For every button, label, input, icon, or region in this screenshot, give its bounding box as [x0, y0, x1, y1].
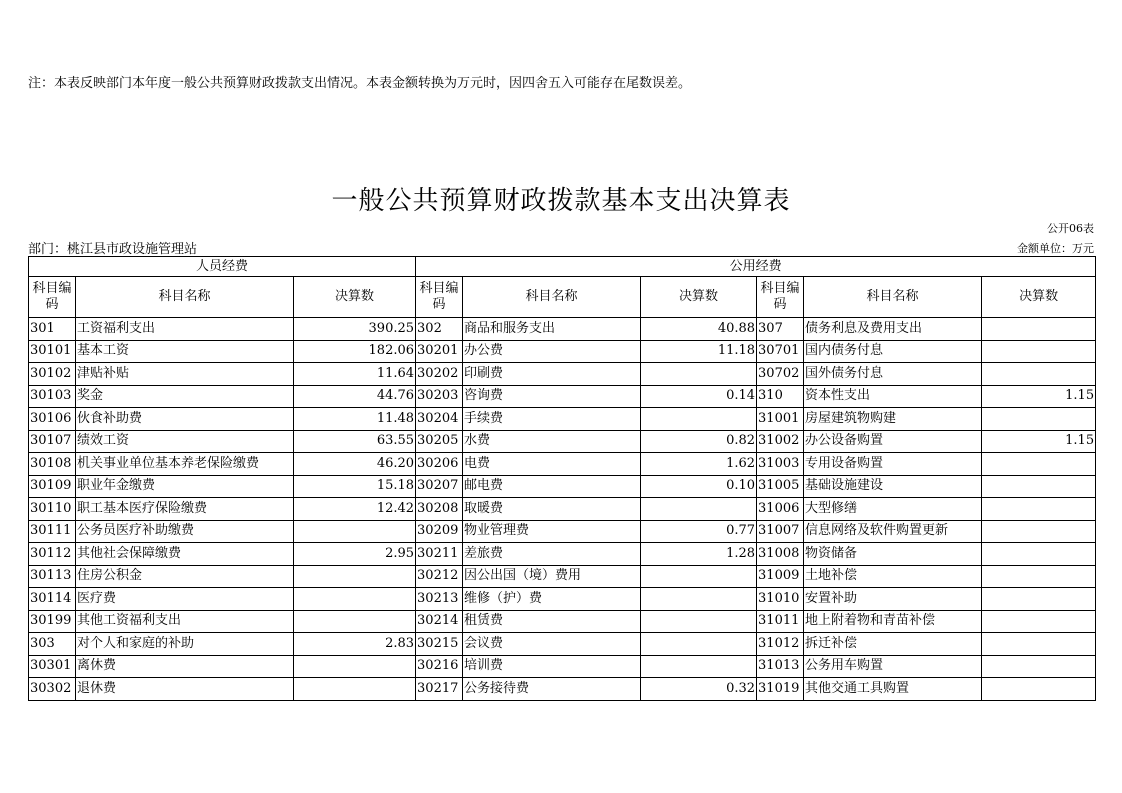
public-name-cell: 水费 — [463, 430, 641, 453]
personnel-amount-cell — [294, 655, 416, 678]
capital-amount-cell — [982, 588, 1096, 611]
personnel-code-cell: 30107 — [29, 430, 76, 453]
capital-amount-cell — [982, 655, 1096, 678]
personnel-code-cell: 30199 — [29, 610, 76, 633]
code-header: 科目编码 — [757, 277, 804, 318]
capital-code-cell: 31013 — [757, 655, 804, 678]
personnel-code-cell: 30301 — [29, 655, 76, 678]
personnel-amount-cell — [294, 588, 416, 611]
capital-amount-cell — [982, 318, 1096, 341]
capital-code-cell: 31019 — [757, 678, 804, 701]
public-code-cell: 30205 — [416, 430, 463, 453]
code-header: 科目编码 — [29, 277, 76, 318]
public-name-cell: 因公出国（境）费用 — [463, 565, 641, 588]
capital-name-cell: 房屋建筑物购建 — [804, 408, 982, 431]
capital-code-cell: 310 — [757, 385, 804, 408]
public-amount-cell — [641, 565, 757, 588]
capital-code-cell: 31002 — [757, 430, 804, 453]
amount-unit-label: 金额单位：万元 — [1017, 242, 1094, 255]
public-name-cell: 会议费 — [463, 633, 641, 656]
public-code-cell: 30212 — [416, 565, 463, 588]
capital-code-cell: 31003 — [757, 453, 804, 476]
public-amount-cell — [641, 610, 757, 633]
personnel-name-cell: 伙食补助费 — [76, 408, 294, 431]
public-name-cell: 印刷费 — [463, 363, 641, 386]
name-header: 科目名称 — [76, 277, 294, 318]
public-name-cell: 手续费 — [463, 408, 641, 431]
capital-amount-cell — [982, 565, 1096, 588]
personnel-amount-cell: 11.64 — [294, 363, 416, 386]
capital-code-cell: 31007 — [757, 520, 804, 543]
table-row — [29, 408, 1096, 431]
personnel-name-cell: 职业年金缴费 — [76, 475, 294, 498]
personnel-name-cell: 机关事业单位基本养老保险缴费 — [76, 453, 294, 476]
personnel-name-cell: 对个人和家庭的补助 — [76, 633, 294, 656]
table-row — [29, 363, 1096, 386]
personnel-code-cell: 30101 — [29, 340, 76, 363]
public-name-cell: 培训费 — [463, 655, 641, 678]
table-row — [29, 655, 1096, 678]
public-code-cell: 30201 — [416, 340, 463, 363]
personnel-name-cell: 住房公积金 — [76, 565, 294, 588]
table-row — [29, 543, 1096, 566]
public-amount-cell — [641, 498, 757, 521]
capital-name-cell: 安置补助 — [804, 588, 982, 611]
personnel-name-cell: 绩效工资 — [76, 430, 294, 453]
public-amount-cell: 0.14 — [641, 385, 757, 408]
capital-code-cell: 31010 — [757, 588, 804, 611]
personnel-amount-cell: 63.55 — [294, 430, 416, 453]
personnel-code-cell: 30112 — [29, 543, 76, 566]
name-header: 科目名称 — [463, 277, 641, 318]
public-amount-cell — [641, 588, 757, 611]
public-code-cell: 30208 — [416, 498, 463, 521]
public-amount-cell — [641, 655, 757, 678]
public-code-cell: 30216 — [416, 655, 463, 678]
capital-name-cell: 债务利息及费用支出 — [804, 318, 982, 341]
public-name-cell: 物业管理费 — [463, 520, 641, 543]
public-code-cell: 302 — [416, 318, 463, 341]
personnel-name-cell: 工资福利支出 — [76, 318, 294, 341]
personnel-name-cell: 奖金 — [76, 385, 294, 408]
public-name-cell: 维修（护）费 — [463, 588, 641, 611]
personnel-name-cell: 离休费 — [76, 655, 294, 678]
personnel-code-cell: 30113 — [29, 565, 76, 588]
personnel-code-cell: 30103 — [29, 385, 76, 408]
capital-name-cell: 办公设备购置 — [804, 430, 982, 453]
personnel-code-cell: 30114 — [29, 588, 76, 611]
personnel-amount-cell: 182.06 — [294, 340, 416, 363]
public-code-cell: 30206 — [416, 453, 463, 476]
public-name-cell: 办公费 — [463, 340, 641, 363]
personnel-amount-cell: 12.42 — [294, 498, 416, 521]
personnel-amount-cell: 2.95 — [294, 543, 416, 566]
capital-code-cell: 307 — [757, 318, 804, 341]
public-code-cell: 30207 — [416, 475, 463, 498]
capital-amount-cell — [982, 453, 1096, 476]
personnel-code-cell: 30108 — [29, 453, 76, 476]
public-code-cell: 30204 — [416, 408, 463, 431]
public-amount-cell — [641, 633, 757, 656]
page-title: 一般公共预算财政拨款基本支出决算表 — [331, 186, 791, 216]
capital-amount-cell — [982, 340, 1096, 363]
public-code-cell: 30215 — [416, 633, 463, 656]
table-row — [29, 385, 1096, 408]
capital-amount-cell — [982, 678, 1096, 701]
amount-header: 决算数 — [294, 277, 416, 318]
capital-name-cell: 资本性支出 — [804, 385, 982, 408]
table-row — [29, 340, 1096, 363]
personnel-code-cell: 30102 — [29, 363, 76, 386]
capital-amount-cell — [982, 475, 1096, 498]
capital-name-cell: 国外债务付息 — [804, 363, 982, 386]
personnel-amount-cell: 44.76 — [294, 385, 416, 408]
capital-amount-cell — [982, 543, 1096, 566]
amount-header: 决算数 — [641, 277, 757, 318]
table-row — [29, 430, 1096, 453]
personnel-name-cell: 其他社会保障缴费 — [76, 543, 294, 566]
table-row — [29, 633, 1096, 656]
public-amount-cell: 1.28 — [641, 543, 757, 566]
capital-name-cell: 基础设施建设 — [804, 475, 982, 498]
personnel-amount-cell — [294, 565, 416, 588]
public-code-cell: 30217 — [416, 678, 463, 701]
personnel-code-cell: 303 — [29, 633, 76, 656]
capital-code-cell: 31001 — [757, 408, 804, 431]
public-code-cell: 30213 — [416, 588, 463, 611]
public-amount-cell: 0.10 — [641, 475, 757, 498]
table-row — [29, 475, 1096, 498]
table-row — [29, 520, 1096, 543]
public-name-cell: 租赁费 — [463, 610, 641, 633]
capital-code-cell: 31009 — [757, 565, 804, 588]
public-code-cell: 30211 — [416, 543, 463, 566]
public-amount-cell: 0.77 — [641, 520, 757, 543]
capital-name-cell: 土地补偿 — [804, 565, 982, 588]
capital-code-cell: 31005 — [757, 475, 804, 498]
form-code: 公开06表 — [1047, 222, 1094, 235]
personnel-code-cell: 30111 — [29, 520, 76, 543]
public-name-cell: 差旅费 — [463, 543, 641, 566]
personnel-amount-cell — [294, 678, 416, 701]
capital-code-cell: 31012 — [757, 633, 804, 656]
table-row — [29, 498, 1096, 521]
code-header: 科目编码 — [416, 277, 463, 318]
capital-name-cell: 大型修缮 — [804, 498, 982, 521]
capital-amount-cell: 1.15 — [982, 430, 1096, 453]
capital-amount-cell — [982, 520, 1096, 543]
capital-name-cell: 拆迁补偿 — [804, 633, 982, 656]
amount-header: 决算数 — [982, 277, 1096, 318]
personnel-name-cell: 其他工资福利支出 — [76, 610, 294, 633]
public-group-header: 公用经费 — [416, 257, 1096, 277]
table-row — [29, 318, 1096, 341]
personnel-name-cell: 公务员医疗补助缴费 — [76, 520, 294, 543]
public-name-cell: 邮电费 — [463, 475, 641, 498]
personnel-amount-cell: 390.25 — [294, 318, 416, 341]
personnel-amount-cell — [294, 610, 416, 633]
public-amount-cell — [641, 363, 757, 386]
personnel-code-cell: 30109 — [29, 475, 76, 498]
personnel-amount-cell: 2.83 — [294, 633, 416, 656]
department-label: 部门：桃江县市政设施管理站 — [28, 242, 198, 257]
capital-name-cell: 信息网络及软件购置更新 — [804, 520, 982, 543]
personnel-name-cell: 职工基本医疗保险缴费 — [76, 498, 294, 521]
column-header-row — [29, 277, 1096, 318]
capital-code-cell: 31006 — [757, 498, 804, 521]
capital-amount-cell — [982, 363, 1096, 386]
personnel-name-cell: 退休费 — [76, 678, 294, 701]
capital-code-cell: 30701 — [757, 340, 804, 363]
public-amount-cell: 40.88 — [641, 318, 757, 341]
public-name-cell: 商品和服务支出 — [463, 318, 641, 341]
capital-amount-cell — [982, 408, 1096, 431]
capital-name-cell: 地上附着物和青苗补偿 — [804, 610, 982, 633]
public-name-cell: 电费 — [463, 453, 641, 476]
capital-name-cell: 公务用车购置 — [804, 655, 982, 678]
capital-amount-cell — [982, 498, 1096, 521]
public-name-cell: 公务接待费 — [463, 678, 641, 701]
personnel-code-cell: 30106 — [29, 408, 76, 431]
personnel-code-cell: 30302 — [29, 678, 76, 701]
capital-name-cell: 物资储备 — [804, 543, 982, 566]
personnel-amount-cell: 46.20 — [294, 453, 416, 476]
personnel-name-cell: 医疗费 — [76, 588, 294, 611]
table-row — [29, 565, 1096, 588]
personnel-group-header: 人员经费 — [29, 257, 416, 277]
public-code-cell: 30203 — [416, 385, 463, 408]
personnel-amount-cell — [294, 520, 416, 543]
public-amount-cell — [641, 408, 757, 431]
capital-name-cell: 专用设备购置 — [804, 453, 982, 476]
capital-amount-cell — [982, 633, 1096, 656]
table-row — [29, 588, 1096, 611]
capital-code-cell: 31011 — [757, 610, 804, 633]
public-amount-cell: 0.82 — [641, 430, 757, 453]
table-note: 注：本表反映部门本年度一般公共预算财政拨款支出情况。本表金额转换为万元时，因四舍五入可能存在尾数误差。 — [28, 76, 692, 91]
group-header-row — [29, 257, 1096, 277]
public-code-cell: 30209 — [416, 520, 463, 543]
personnel-name-cell: 基本工资 — [76, 340, 294, 363]
personnel-code-cell: 30110 — [29, 498, 76, 521]
personnel-code-cell: 301 — [29, 318, 76, 341]
capital-code-cell: 30702 — [757, 363, 804, 386]
table-row — [29, 453, 1096, 476]
name-header: 科目名称 — [804, 277, 982, 318]
public-amount-cell: 11.18 — [641, 340, 757, 363]
table-row — [29, 610, 1096, 633]
capital-name-cell: 其他交通工具购置 — [804, 678, 982, 701]
public-code-cell: 30202 — [416, 363, 463, 386]
public-name-cell: 取暖费 — [463, 498, 641, 521]
personnel-name-cell: 津贴补贴 — [76, 363, 294, 386]
personnel-amount-cell: 15.18 — [294, 475, 416, 498]
expenditure-table — [28, 256, 1096, 701]
public-amount-cell: 0.32 — [641, 678, 757, 701]
public-code-cell: 30214 — [416, 610, 463, 633]
personnel-amount-cell: 11.48 — [294, 408, 416, 431]
table-body — [29, 318, 1096, 701]
table-row — [29, 678, 1096, 701]
capital-name-cell: 国内债务付息 — [804, 340, 982, 363]
public-name-cell: 咨询费 — [463, 385, 641, 408]
capital-amount-cell — [982, 610, 1096, 633]
capital-amount-cell: 1.15 — [982, 385, 1096, 408]
capital-code-cell: 31008 — [757, 543, 804, 566]
public-amount-cell: 1.62 — [641, 453, 757, 476]
